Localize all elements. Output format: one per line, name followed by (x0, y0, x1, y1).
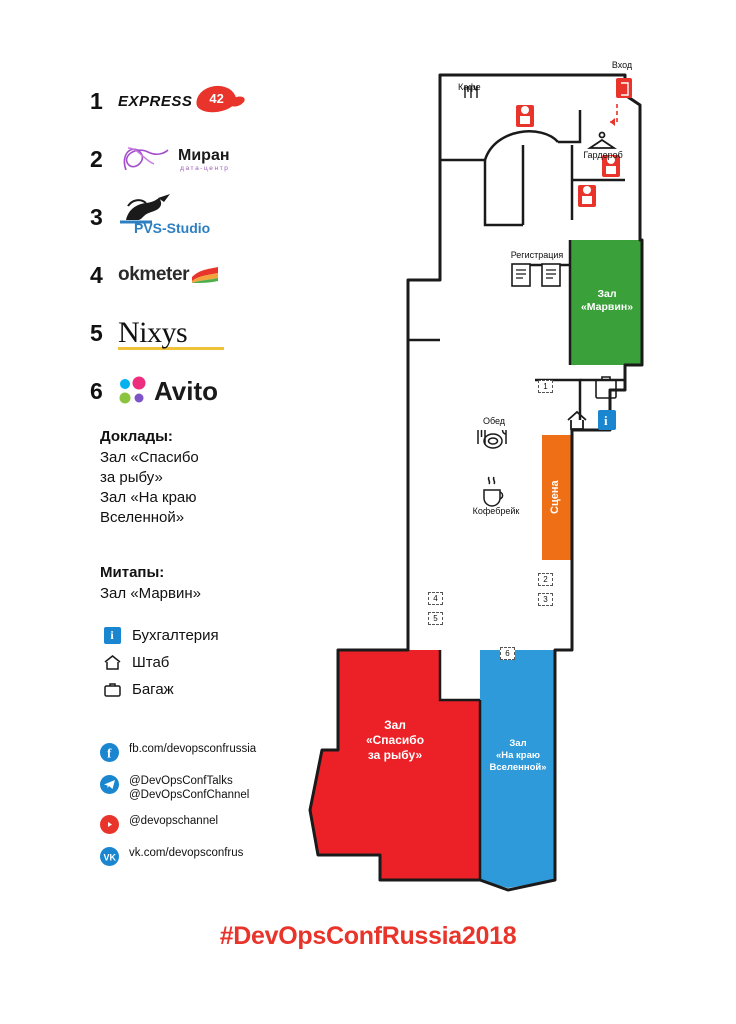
express42-badge: 42 (209, 91, 224, 106)
floorplan-svg (280, 50, 700, 900)
legend-label-accounting: Бухгалтерия (132, 627, 219, 644)
okmeter-wordmark: okmeter (118, 264, 190, 285)
map-label-hall-edge: Зал «На краю Вселенной» (489, 738, 547, 773)
facebook-handle: fb.com/devopsconfrussia (129, 743, 257, 755)
avito-dots-icon (118, 376, 148, 406)
stage-shape (542, 435, 572, 560)
map-label-lunch: Обед (482, 416, 506, 426)
miran-subtitle: дата-центр (180, 164, 230, 172)
talks-line-2: за рыбу» (100, 469, 163, 486)
map-label-registration: Регистрация (510, 250, 564, 260)
nixys-logo (118, 310, 224, 356)
telegram-handles (129, 774, 249, 802)
miran-name: Миран (178, 146, 230, 164)
svg-text:f: f (107, 745, 112, 761)
sponsor-number: 1 (90, 87, 103, 114)
map-label-cafe: Кафе (458, 82, 481, 92)
youtube-icon (100, 815, 119, 834)
pvs-studio-name: PVS-Studio (134, 220, 211, 236)
sponsor-number: 5 (90, 319, 103, 346)
event-hashtag: #DevOpsConfRussia2018 (219, 922, 517, 950)
talks-block (100, 428, 310, 528)
legend-label-hq: Штаб (132, 654, 170, 671)
cafe-icon (465, 86, 477, 98)
meetups-title: Митапы: (100, 564, 165, 581)
stand-box-1: 1 (538, 380, 553, 393)
info-icon: i (100, 627, 124, 644)
venue-floorplan (280, 50, 700, 900)
suitcase-icon (100, 681, 124, 698)
wardrobe-icon (590, 133, 614, 149)
map-label-stage: Сцена (549, 480, 561, 514)
sponsor-number: 6 (90, 377, 103, 404)
stand-box-4: 4 (428, 592, 443, 605)
stand-box-6: 6 (500, 647, 515, 660)
map-label-entrance: Вход (611, 60, 633, 70)
registration-desks (512, 264, 560, 286)
facebook-icon (100, 743, 119, 762)
express42-wordmark: EXPRESS (118, 92, 193, 110)
hall-marvin-shape (570, 240, 642, 365)
talks-line-3: Зал «На краю (100, 489, 197, 506)
telegram-icon (100, 775, 119, 794)
okmeter-flag-icon (192, 267, 218, 283)
svg-text:i: i (604, 413, 608, 428)
coffee-icon (484, 477, 503, 506)
map-label-wardrobe: Гардероб (583, 150, 623, 160)
talks-title: Доклады: (100, 428, 173, 445)
vk-handle: vk.com/devopsconfrus (129, 847, 244, 859)
lunch-icon (478, 430, 506, 448)
telegram-handle-1: @DevOpsConfTalks (129, 775, 233, 787)
map-label-coffee-break: Кофебрейк (472, 506, 520, 516)
meetups-line-1: Зал «Марвин» (100, 585, 201, 602)
sponsor-number: 2 (90, 145, 103, 172)
svg-text:VK: VK (103, 852, 117, 863)
home-icon (100, 654, 124, 671)
okmeter-logo (118, 252, 218, 298)
hall-edge-shape (480, 650, 555, 888)
meetups-block (100, 564, 310, 604)
stand-box-5: 5 (428, 612, 443, 625)
sponsor-number: 4 (90, 261, 103, 288)
stand-box-3: 3 (538, 593, 553, 606)
miran-logo (118, 136, 230, 182)
express42-logo (118, 78, 242, 124)
avito-wordmark: Avito (154, 375, 219, 406)
miran-swirl-icon (118, 140, 174, 178)
map-label-hall-marvin: Зал «Марвин» (580, 288, 634, 313)
express42-blob-icon (196, 86, 242, 116)
vk-icon (100, 847, 119, 866)
map-label-hall-fish: Зал «Спасибо за рыбу» (365, 718, 425, 762)
talks-line-4: Вселенной» (100, 509, 185, 526)
pvs-studio-logo (118, 194, 214, 240)
legend-label-luggage: Багаж (132, 681, 174, 698)
youtube-handle: @devopschannel (129, 815, 219, 827)
hall-fish-shape (310, 650, 480, 880)
nixys-wordmark: Nixys (118, 316, 188, 349)
stand-box-2: 2 (538, 573, 553, 586)
talks-line-1: Зал «Спасибо (100, 449, 199, 466)
sponsor-number: 3 (90, 203, 103, 230)
telegram-handle-2: @DevOpsConfChannel (129, 789, 250, 801)
avito-logo (118, 368, 218, 414)
